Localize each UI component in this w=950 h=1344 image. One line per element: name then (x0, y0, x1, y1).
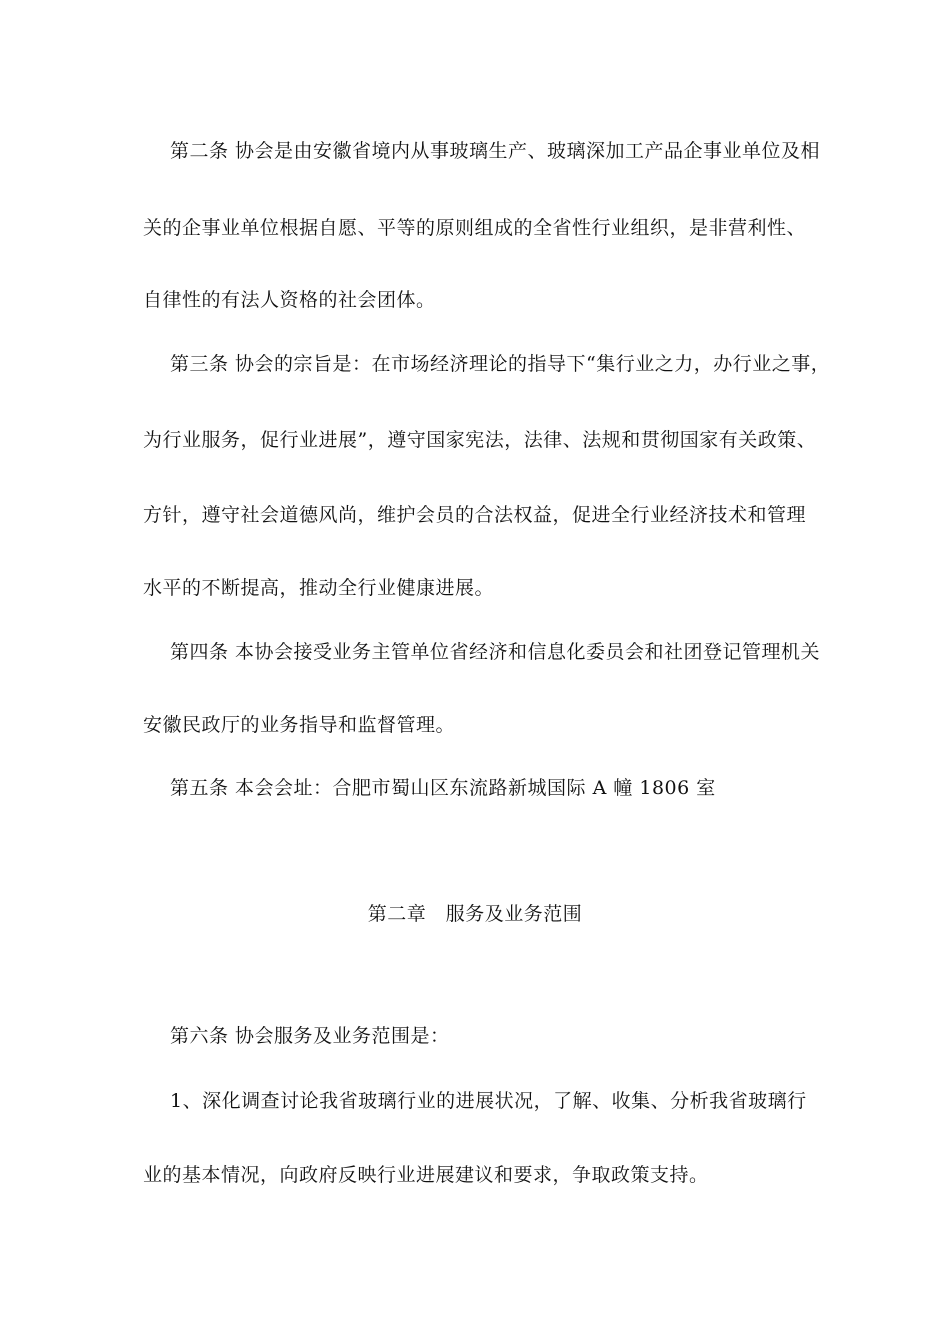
article-2-line-3: 自律性的有法人资格的社会团体。 (143, 289, 436, 311)
item-1-line-2: 业的基本情况，向政府反映行业进展建议和要求，争取政策支持。 (143, 1164, 709, 1186)
article-5-line-1: 第五条 本会会址：合肥市蜀山区东流路新城国际 A 幢 1806 室 (170, 777, 716, 799)
chapter-heading: 第二章 服务及业务范围 (367, 903, 583, 925)
article-2-line-2: 关的企事业单位根据自愿、平等的原则组成的全省性行业组织，是非营利性、 (143, 217, 807, 239)
article-4-line-1: 第四条 本协会接受业务主管单位省经济和信息化委员会和社团登记管理机关 (170, 641, 821, 663)
item-1-line-1: 1、深化调查讨论我省玻璃行业的进展状况，了解、收集、分析我省玻璃行 (170, 1090, 807, 1112)
article-3-line-3: 方针，遵守社会道德风尚，维护会员的合法权益，促进全行业经济技术和管理 (143, 504, 807, 526)
article-3-line-2: 为行业服务，促行业进展”，遵守国家宪法，法律、法规和贯彻国家有关政策、 (143, 429, 817, 451)
article-4-line-2: 安徽民政厅的业务指导和监督管理。 (143, 714, 456, 736)
article-3-line-1: 第三条 协会的宗旨是：在市场经济理论的指导下“集行业之力，办行业之事， (170, 353, 831, 375)
article-2-line-1: 第二条 协会是由安徽省境内从事玻璃生产、玻璃深加工产品企事业单位及相 (170, 140, 821, 162)
article-6-line-1: 第六条 协会服务及业务范围是： (170, 1025, 450, 1047)
article-3-line-4: 水平的不断提高，推动全行业健康进展。 (143, 577, 495, 599)
